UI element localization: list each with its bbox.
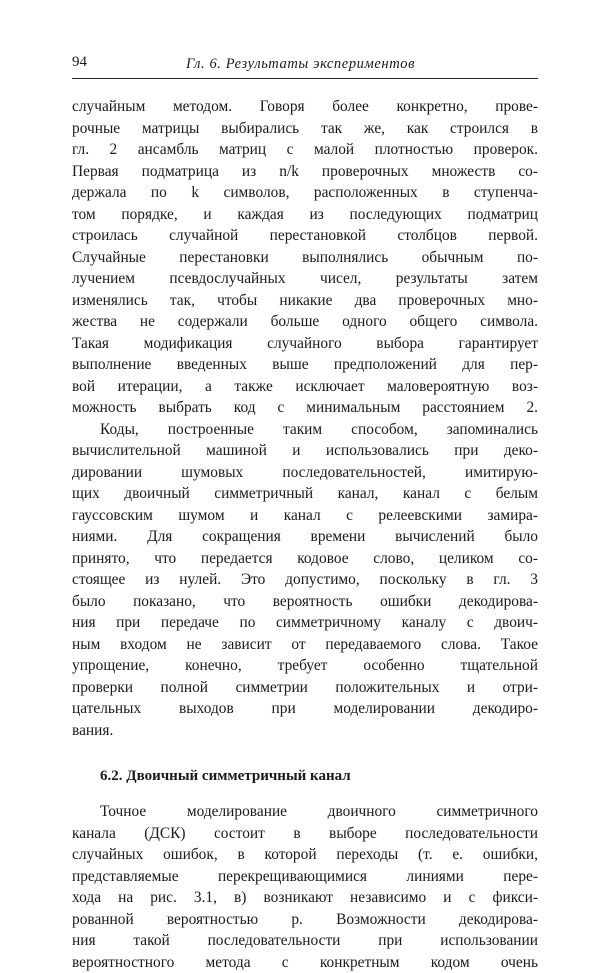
text-line: строилась случайной перестановкой столбцов первой. — [72, 225, 538, 247]
paragraph-1 — [72, 96, 538, 419]
text-line: выполнение введенных выше предположений для пер- — [72, 354, 538, 376]
text-line: вания. — [72, 720, 538, 742]
paragraph-2 — [72, 419, 538, 742]
running-title: Гл. 6. Результаты экспериментов — [186, 56, 415, 73]
text-line: можность выбрать код с минимальным расстоянием 2. — [72, 397, 538, 419]
text-line: стоящее из нулей. Это допустимо, поскольку в гл. 3 — [72, 569, 538, 591]
text-line: ниями. Для сокращения времени вычислений было — [72, 526, 538, 548]
text-line: жества не содержали больше одного общего символа. — [72, 311, 538, 333]
spacer — [72, 789, 538, 801]
text-line: рованной вероятностью p. Возможности декодирова- — [72, 909, 538, 931]
body-text — [72, 96, 538, 973]
text-line: Первая подматрица из n/k проверочных множеств со- — [72, 161, 538, 183]
text-line: Случайные перестановки выполнялись обычным по- — [72, 247, 538, 269]
text-line: лучением псевдослучайных чисел, результаты затем — [72, 268, 538, 290]
text-line: Такая модификация случайного выбора гарантирует — [72, 333, 538, 355]
spacer — [72, 741, 538, 763]
text-line: канала (ДСК) состоит в выборе последовательности — [72, 823, 538, 845]
page-number: 94 — [72, 54, 87, 71]
text-line: ным входом не зависит от передаваемого слова. Такое — [72, 634, 538, 656]
text-line: дировании шумовых последовательностей, имитирую- — [72, 462, 538, 484]
text-line: держала по k символов, расположенных в ступенча- — [72, 182, 538, 204]
text-line: Точное моделирование двоичного симметричного — [72, 801, 538, 823]
text-line: вероятностного метода с конкретным кодом очень — [72, 952, 538, 973]
paragraph-3 — [72, 801, 538, 973]
text-line: представляемые перекрещивающимися линиями пере- — [72, 866, 538, 888]
text-line: ния при передаче по симметричному каналу с двоич- — [72, 612, 538, 634]
text-line: принято, что передается кодовое слово, целиком со- — [72, 548, 538, 570]
text-line: щих двоичный симметричный канал, канал с белым — [72, 483, 538, 505]
text-line: цательных выходов при моделировании декодиро- — [72, 698, 538, 720]
section-heading: 6.2. Двоичный симметричный канал — [72, 763, 538, 789]
running-header — [72, 52, 538, 79]
text-line: Коды, построенные таким способом, запоминались — [72, 419, 538, 441]
text-line: рочные матрицы выбирались так же, как строился в — [72, 118, 538, 140]
text-line: случайных ошибок, в которой переходы (т. е. ошибки, — [72, 844, 538, 866]
text-line: хода на рис. 3.1, в) возникают независимо и с фикси- — [72, 887, 538, 909]
text-line: случайным методом. Говоря более конкретно, прове- — [72, 96, 538, 118]
text-line: вой итерации, а также исключает маловероятную воз- — [72, 376, 538, 398]
text-line: ния такой последовательности при использовании — [72, 930, 538, 952]
text-line: изменялись так, чтобы никакие два проверочных мно- — [72, 290, 538, 312]
text-line: том порядке, и каждая из последующих подматриц — [72, 204, 538, 226]
text-line: упрощение, конечно, требует особенно тщательной — [72, 655, 538, 677]
text-line: проверки полной симметрии положительных и отри- — [72, 677, 538, 699]
text-line: гауссовским шумом и канал с релеевскими замира- — [72, 505, 538, 527]
text-line: вычислительной машиной и использовались при деко- — [72, 440, 538, 462]
text-line: гл. 2 ансамбль матриц с малой плотностью проверок. — [72, 139, 538, 161]
text-line: было показано, что вероятность ошибки декодирова- — [72, 591, 538, 613]
